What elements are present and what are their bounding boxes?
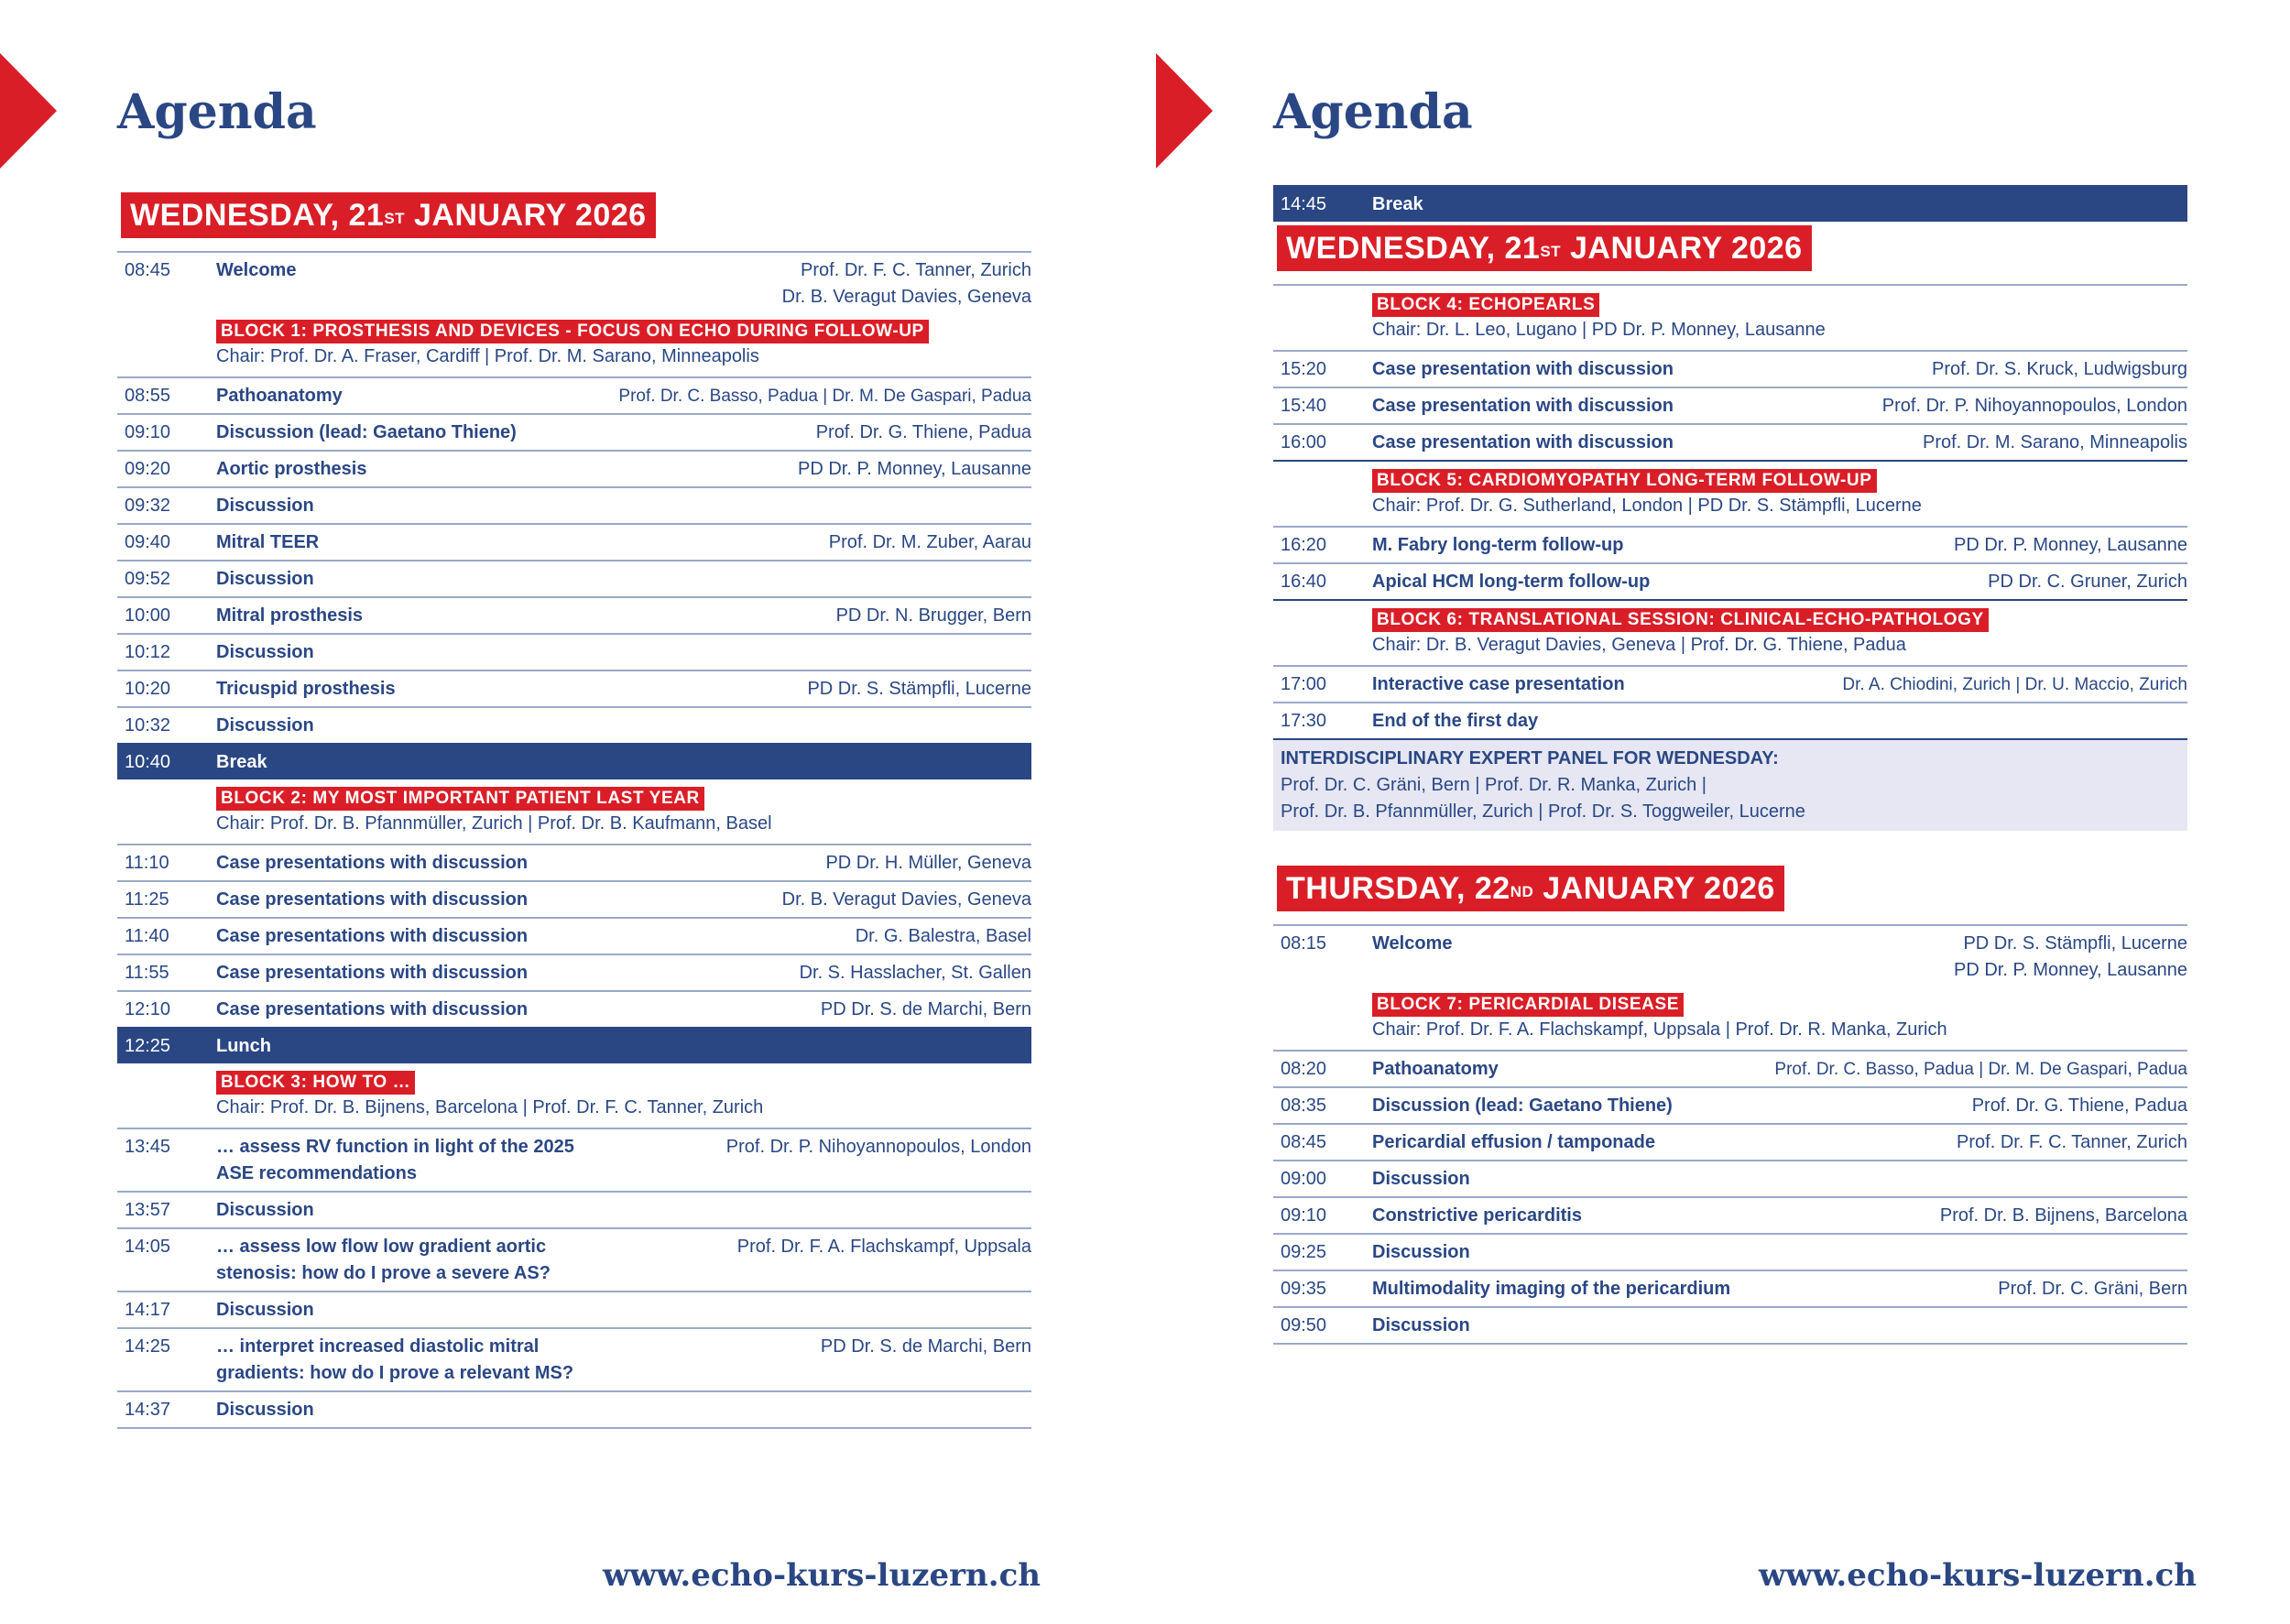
row-time: 14:37 (125, 1400, 171, 1420)
row-title: Case presentations with discussion (216, 889, 529, 910)
row-time: 09:52 (125, 569, 171, 589)
block-header (117, 314, 1031, 376)
block-label: BLOCK 1: PROSTHESIS AND DEVICES - FOCUS ON ECHO DURING FOLLOW-UP (216, 320, 929, 343)
row-title: … assess RV function in light of the 2025 ASE recommendations (216, 1137, 574, 1183)
panel-line: Prof. Dr. C. Gräni, Bern | Prof. Dr. R. Manka, Zurich | (1281, 775, 1707, 795)
row-title: Discussion (216, 642, 314, 662)
row-time: 16:20 (1281, 535, 1327, 555)
day-banner: WEDNESDAY, 21ST JANUARY 2026 (1277, 225, 1812, 271)
block-header (1273, 599, 2187, 665)
row-speaker: PD Dr. S. de Marchi, Bern (820, 1336, 1031, 1357)
row-speaker: Prof. Dr. P. Nihoyannopoulos, London (725, 1137, 1031, 1157)
block-label: BLOCK 4: ECHOPEARLS (1372, 293, 1599, 317)
block-chair: Chair: Dr. B. Veragut Davies, Geneva | Prof. Dr. G. Thiene, Padua (1372, 635, 1906, 655)
agenda-row (117, 1128, 1031, 1191)
agenda-row (117, 1327, 1031, 1390)
agenda-row (117, 523, 1031, 560)
row-title: Discussion (216, 1300, 314, 1320)
row-time: 14:05 (125, 1237, 171, 1257)
agenda-row (117, 990, 1031, 1027)
row-time: 14:17 (125, 1300, 171, 1320)
row-speaker: PD Dr. S. Stämpfli, Lucerne (807, 679, 1031, 699)
row-title: Discussion (216, 1400, 314, 1420)
row-title: Case presentation with discussion (1372, 396, 1674, 416)
agenda-row (117, 1291, 1031, 1327)
row-title: Case presentations with discussion (216, 926, 529, 946)
row-speaker: PD Dr. S. Stämpfli, Lucerne PD Dr. P. Monney, Lausanne (1954, 933, 2187, 980)
panel-line: Prof. Dr. B. Pfannmüller, Zurich | Prof. Dr. S. Toggweiler, Lucerne (1281, 801, 1805, 822)
agenda-row (1273, 423, 2187, 460)
row-speaker: Prof. Dr. P. Nihoyannopoulos, London (1881, 396, 2187, 416)
lunch-row: 12:25 Lunch (117, 1027, 1031, 1063)
block-header (1273, 987, 2187, 1050)
row-title: Interactive case presentation (1372, 674, 1625, 694)
row-time: 09:35 (1281, 1279, 1327, 1299)
row-title: Case presentations with discussion (216, 853, 529, 873)
row-time: 11:40 (125, 926, 169, 946)
row-time: 09:00 (1281, 1169, 1327, 1189)
block-chair: Chair: Prof. Dr. B. Pfannmüller, Zurich | Prof. Dr. B. Kaufmann, Basel (216, 813, 772, 834)
agenda-row (117, 1390, 1031, 1427)
block-chair: Chair: Prof. Dr. F. A. Flachskampf, Uppsala | Prof. Dr. R. Manka, Zurich (1372, 1019, 1947, 1040)
agenda-row (1273, 1123, 2187, 1160)
agenda-row (1273, 1270, 2187, 1306)
row-speaker: PD Dr. C. Gruner, Zurich (1988, 572, 2187, 592)
block-chair: Chair: Prof. Dr. G. Sutherland, London | PD Dr. S. Stämpfli, Lucerne (1372, 496, 1922, 516)
row-speaker: Prof. Dr. G. Thiene, Padua (1971, 1095, 2187, 1116)
row-title: Welcome (216, 260, 297, 280)
row-time: 10:12 (125, 642, 171, 662)
row-time: 08:20 (1281, 1059, 1327, 1079)
row-title: … interpret increased diastolic mitral gradients: how do I prove a relevant MS? (216, 1336, 574, 1383)
row-title: Discussion (216, 1200, 314, 1220)
block-label: BLOCK 7: PERICARDIAL DISEASE (1372, 993, 1684, 1017)
agenda-row (117, 670, 1031, 706)
agenda-row (1273, 1196, 2187, 1233)
row-title: Aortic prosthesis (216, 459, 367, 479)
row-title: Discussion (216, 715, 314, 736)
agenda-row (1273, 1306, 2187, 1343)
row-time: 15:40 (1281, 396, 1327, 416)
row-title: … assess low flow low gradient aortic stenosis: how do I prove a severe AS? (216, 1237, 551, 1283)
row-title: Discussion (1372, 1242, 1470, 1262)
agenda-row (117, 596, 1031, 633)
block-label: BLOCK 6: TRANSLATIONAL SESSION: CLINICAL-ECHO-PATHOLOGY (1372, 608, 1989, 632)
row-title: Mitral prosthesis (216, 605, 364, 626)
row-speaker: PD Dr. P. Monney, Lausanne (1954, 535, 2187, 555)
row-speaker: Dr. A. Chiodini, Zurich | Dr. U. Maccio, Zurich (1842, 675, 2187, 694)
row-speaker: PD Dr. P. Monney, Lausanne (798, 459, 1031, 479)
agenda-row (117, 486, 1031, 523)
agenda-row (117, 633, 1031, 670)
day-banner: THURSDAY, 22ND JANUARY 2026 (1277, 866, 1784, 911)
row-speaker: Prof. Dr. C. Basso, Padua | Dr. M. De Gaspari, Padua (618, 387, 1031, 406)
row-time: 08:55 (125, 386, 171, 406)
agenda-row (117, 706, 1031, 743)
agenda-row (1273, 1233, 2187, 1270)
block-header (1273, 460, 2187, 526)
row-speaker: Dr. G. Balestra, Basel (855, 926, 1031, 946)
agenda-row (117, 954, 1031, 990)
row-title: Case presentations with discussion (216, 999, 529, 1019)
row-speaker: PD Dr. H. Müller, Geneva (825, 853, 1031, 873)
block-chair: Chair: Prof. Dr. B. Bijnens, Barcelona | Prof. Dr. F. C. Tanner, Zurich (216, 1097, 764, 1117)
row-time: 08:35 (1281, 1095, 1327, 1116)
agenda-row (117, 917, 1031, 954)
expert-panel (1273, 738, 2187, 831)
row-time: 09:40 (125, 532, 171, 552)
row-speaker: Prof. Dr. F. C. Tanner, Zurich Dr. B. Veragut Davies, Geneva (781, 260, 1031, 307)
row-time: 10:20 (125, 679, 171, 699)
row-time: 11:55 (125, 963, 169, 983)
row-time: 08:45 (125, 260, 171, 280)
break-row: 14:45 Break (1273, 185, 2187, 222)
agenda-row (117, 1227, 1031, 1291)
agenda-wednesday-part1 (117, 192, 1031, 1429)
row-time: 09:50 (1281, 1315, 1327, 1335)
row-time: 11:25 (125, 889, 169, 910)
break-row: 10:40 Break (117, 743, 1031, 779)
row-time: 17:00 (1281, 674, 1327, 694)
row-title: Mitral TEER (216, 532, 320, 552)
block-label: BLOCK 5: CARDIOMYOPATHY LONG-TERM FOLLOW-UP (1372, 469, 1877, 493)
page-title: Agenda (117, 84, 317, 140)
block-chair: Chair: Dr. L. Leo, Lugano | PD Dr. P. Monney, Lausanne (1372, 320, 1826, 340)
agenda-row (1273, 1086, 2187, 1123)
row-speaker: Dr. B. Veragut Davies, Geneva (781, 889, 1031, 910)
row-title: Discussion (216, 569, 314, 589)
agenda-row (1273, 924, 2187, 987)
page-title: Agenda (1273, 84, 1473, 140)
row-title: Constrictive pericarditis (1372, 1205, 1582, 1226)
row-time: 10:32 (125, 715, 171, 736)
row-speaker: Prof. Dr. B. Bijnens, Barcelona (1939, 1205, 2187, 1226)
agenda-row (117, 844, 1031, 880)
block-header (117, 1063, 1031, 1128)
row-time: 10:00 (125, 605, 171, 626)
agenda-row (117, 1191, 1031, 1227)
agenda-row (1273, 526, 2187, 562)
agenda-row (117, 251, 1031, 314)
row-title: Discussion (216, 496, 314, 516)
row-time: 09:10 (125, 422, 171, 442)
block-header (1273, 284, 2187, 350)
agenda-row (1273, 1050, 2187, 1086)
agenda-row (1273, 702, 2187, 738)
page-right (1156, 0, 2290, 1624)
row-time: 08:45 (1281, 1132, 1327, 1152)
red-arrow-icon (0, 53, 57, 169)
row-title: Pathoanatomy (1372, 1059, 1499, 1079)
row-title: Discussion (1372, 1169, 1470, 1189)
row-time: 16:00 (1281, 432, 1327, 452)
agenda-row (1273, 387, 2187, 423)
row-title: Discussion (lead: Gaetano Thiene) (1372, 1095, 1673, 1116)
row-time: 15:20 (1281, 359, 1327, 379)
row-speaker: PD Dr. S. de Marchi, Bern (820, 999, 1031, 1019)
row-title: Welcome (1372, 933, 1453, 954)
row-time: 09:20 (125, 459, 171, 479)
agenda-row (1273, 562, 2187, 599)
agenda-row (1273, 665, 2187, 702)
agenda-row (117, 413, 1031, 450)
row-time: 09:32 (125, 496, 171, 516)
row-title: Apical HCM long-term follow-up (1372, 572, 1651, 592)
block-chair: Chair: Prof. Dr. A. Fraser, Cardiff | Prof. Dr. M. Sarano, Minneapolis (216, 346, 759, 366)
website-link[interactable]: www.echo-kurs-luzern.ch (603, 1557, 1041, 1594)
row-title: Pathoanatomy (216, 386, 343, 406)
row-time: 08:15 (1281, 933, 1327, 954)
row-time: 11:10 (125, 853, 169, 873)
agenda-row (1273, 1160, 2187, 1196)
block-header (117, 779, 1031, 844)
agenda-row (117, 560, 1031, 596)
row-time: 17:30 (1281, 711, 1327, 731)
row-time: 09:10 (1281, 1205, 1327, 1226)
panel-title: INTERDISCIPLINARY EXPERT PANEL FOR WEDNESDAY: (1281, 748, 1779, 768)
row-speaker: Prof. Dr. F. A. Flachskampf, Uppsala (736, 1237, 1031, 1257)
red-arrow-icon (1156, 53, 1213, 169)
row-speaker: Prof. Dr. G. Thiene, Padua (815, 422, 1031, 442)
row-title: Multimodality imaging of the pericardium (1372, 1279, 1731, 1299)
row-title: Case presentation with discussion (1372, 359, 1674, 379)
agenda-row (117, 376, 1031, 413)
agenda-wednesday-part2 (1273, 185, 2187, 1345)
row-time: 09:25 (1281, 1242, 1327, 1262)
agenda-row (117, 880, 1031, 917)
row-speaker: Prof. Dr. C. Gräni, Bern (1998, 1279, 2187, 1299)
row-time: 16:40 (1281, 572, 1327, 592)
row-speaker: PD Dr. N. Brugger, Bern (835, 605, 1031, 626)
row-speaker: Prof. Dr. F. C. Tanner, Zurich (1957, 1132, 2187, 1152)
row-title: Discussion (lead: Gaetano Thiene) (216, 422, 517, 442)
row-time: 13:57 (125, 1200, 171, 1220)
row-title: Pericardial effusion / tamponade (1372, 1132, 1655, 1152)
block-label: BLOCK 3: HOW TO … (216, 1071, 415, 1095)
agenda-row (117, 450, 1031, 486)
block-label: BLOCK 2: MY MOST IMPORTANT PATIENT LAST YEAR (216, 787, 704, 811)
row-title: M. Fabry long-term follow-up (1372, 535, 1624, 555)
row-title: End of the first day (1372, 711, 1539, 731)
row-title: Discussion (1372, 1315, 1470, 1335)
row-time: 13:45 (125, 1137, 171, 1157)
row-speaker: Prof. Dr. C. Basso, Padua | Dr. M. De Gaspari, Padua (1774, 1060, 2187, 1079)
row-speaker: Prof. Dr. S. Kruck, Ludwigsburg (1931, 359, 2187, 379)
row-speaker: Prof. Dr. M. Zuber, Aarau (828, 532, 1031, 552)
website-link[interactable]: www.echo-kurs-luzern.ch (1759, 1557, 2197, 1594)
day-banner: WEDNESDAY, 21ST JANUARY 2026 (121, 192, 656, 238)
agenda-row (1273, 350, 2187, 387)
row-speaker: Prof. Dr. M. Sarano, Minneapolis (1922, 432, 2187, 452)
row-title: Case presentations with discussion (216, 963, 529, 983)
row-title: Case presentation with discussion (1372, 432, 1674, 452)
row-time: 12:10 (125, 999, 171, 1019)
row-time: 14:25 (125, 1336, 171, 1357)
row-title: Tricuspid prosthesis (216, 679, 396, 699)
row-speaker: Dr. S. Hasslacher, St. Gallen (799, 963, 1031, 983)
